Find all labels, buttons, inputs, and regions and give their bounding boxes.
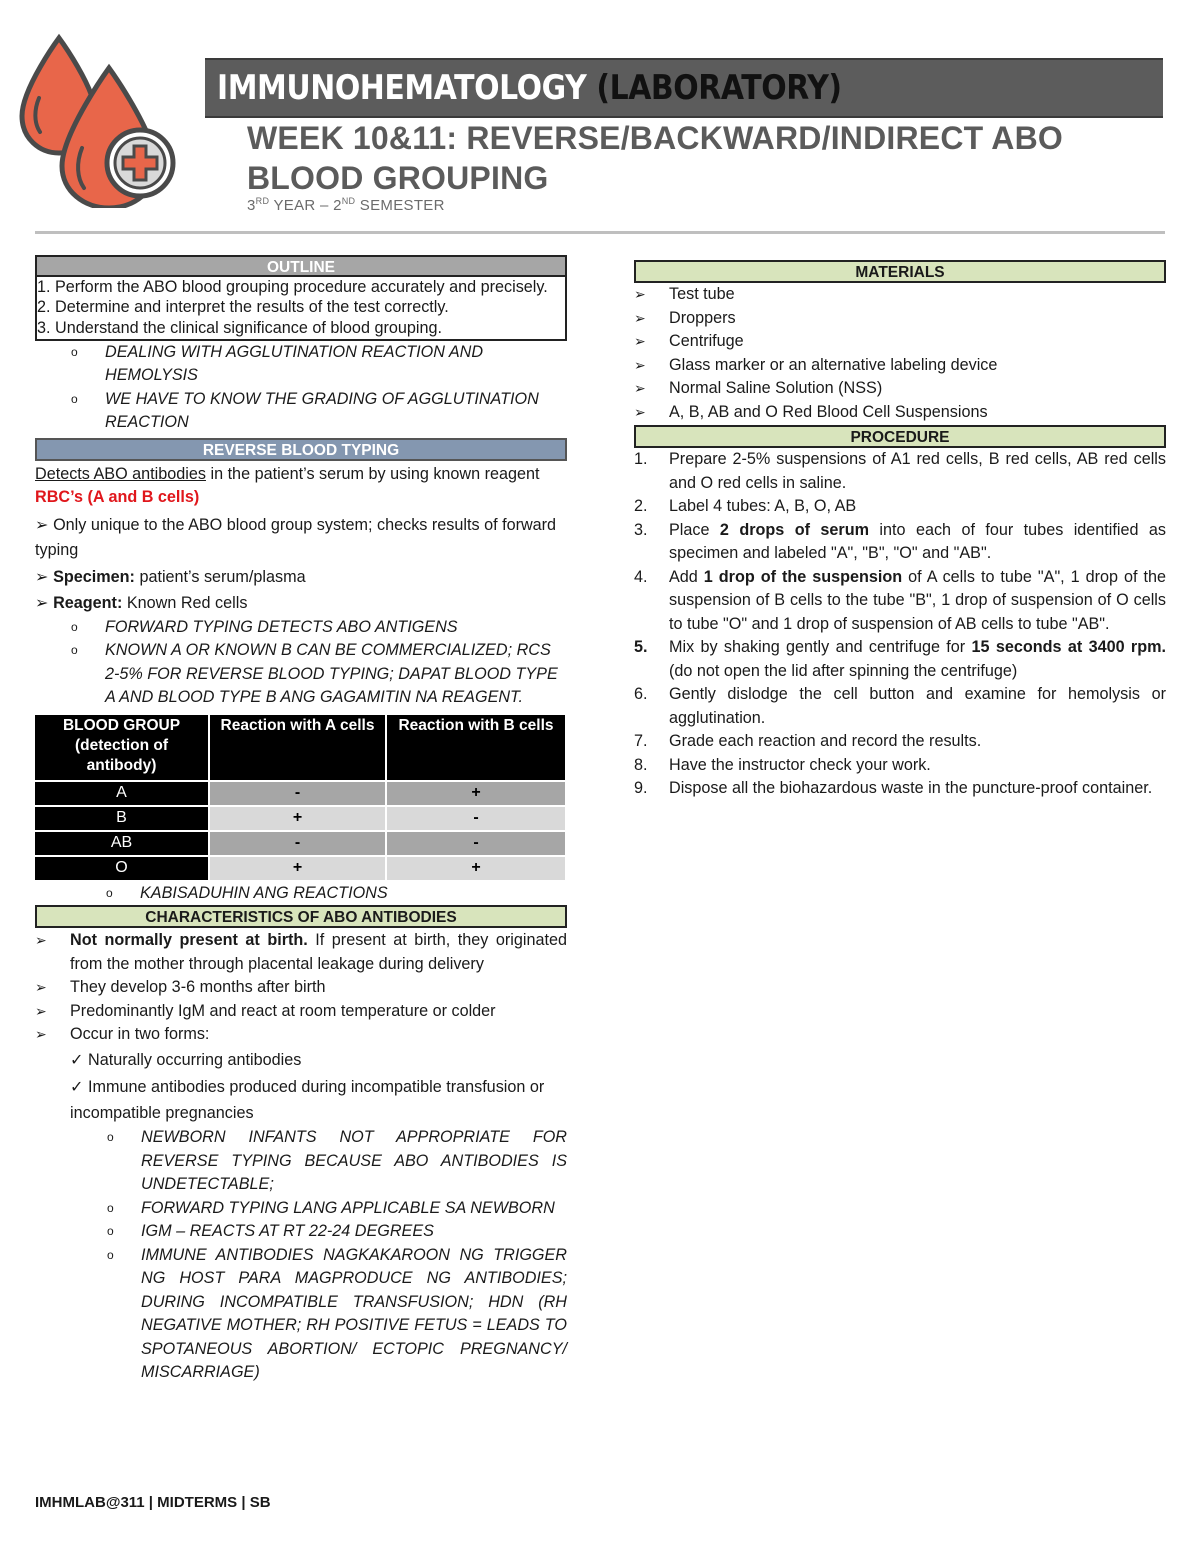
table-cell: - (210, 782, 387, 805)
outline-item-2: 2. Determine and interpret the results of the test correctly. (37, 298, 449, 317)
table-row (35, 832, 565, 855)
procedure-step: 9. Dispose all the biohazardous waste in the puncture-proof container. (634, 779, 1153, 797)
week-title: WEEK 10&11: REVERSE/BACKWARD/INDIRECT ABO BLOOD GROUPING (247, 120, 1064, 196)
table-header: Reaction with B cells (387, 715, 565, 780)
antibody-form-2: ✓ Immune antibodies produced during incompatible transfusion or incompatible pregnancies (70, 1078, 545, 1123)
table-cell: O (35, 857, 210, 880)
material-item: ➢ Normal Saline Solution (NSS) (634, 379, 883, 397)
material-item: ➢ Droppers (634, 308, 736, 327)
material-item: ➢ A, B, AB and O Red Blood Cell Suspensions (634, 402, 988, 421)
characteristic-note: o NEWBORN INFANTS NOT APPROPRIATE FOR REVERSE TYPING BECAUSE ABO ANTIBODIES IS UNDETECTABLE; (107, 1128, 567, 1194)
procedure-step: 4. Add 1 drop of the suspension of A cells to tube "A", 1 drop of the suspension of B cells to the tube "B", 1 drop of suspension of O cells to tube "O" and 1 drop of suspension of AB cells to tube "AB". (634, 567, 1166, 633)
reverse-typing-heading: REVERSE BLOOD TYPING (35, 438, 567, 461)
table-cell: - (387, 832, 565, 855)
reverse-note: o FORWARD TYPING DETECTS ABO ANTIGENS (71, 617, 458, 636)
header-divider (35, 231, 1165, 234)
blood-drop-logo-icon (14, 28, 184, 208)
outline-note: o WE HAVE TO KNOW THE GRADING OF AGGLUTINATION REACTION (71, 389, 539, 432)
characteristic-note: o IGM – REACTS AT RT 22-24 DEGREES (107, 1222, 434, 1241)
reverse-bullet-2: ➢ Specimen: patient’s serum/plasma (35, 567, 306, 586)
document-title: IMMUNOHEMATOLOGY (LABORATORY) (217, 68, 842, 108)
table-cell: + (387, 782, 565, 805)
outline-box (35, 277, 567, 341)
table-cell: + (210, 807, 387, 830)
procedure-step: 7. Grade each reaction and record the results. (634, 732, 982, 750)
outline-item-1: 1. Perform the ABO blood grouping procedure accurately and precisely. (37, 278, 548, 296)
blood-group-table (35, 713, 565, 882)
table-cell: A (35, 782, 210, 805)
procedure-step: 2. Label 4 tubes: A, B, O, AB (634, 497, 857, 515)
table-row (35, 807, 565, 830)
year-semester: 3RD YEAR – 2ND SEMESTER (247, 196, 445, 214)
procedure-step: 6. Gently dislodge the cell button and examine for hemolysis or agglutination. (634, 685, 1166, 727)
table-row (35, 782, 565, 805)
table-cell: + (387, 857, 565, 880)
document-title-bar (205, 58, 1163, 118)
procedure-step: 8. Have the instructor check your work. (634, 755, 931, 774)
outline-item-3: 3. Understand the clinical significance of blood grouping. (37, 318, 442, 337)
table-header: Reaction with A cells (210, 715, 387, 780)
table-cell: - (210, 832, 387, 855)
table-cell: - (387, 807, 565, 830)
materials-heading: MATERIALS (634, 260, 1166, 283)
characteristic-item: ➢ Predominantly IgM and react at room temperature or colder (35, 1001, 496, 1020)
characteristic-item: ➢ Not normally present at birth. If present at birth, they originated from the mother through placental leakage during delivery (35, 931, 567, 973)
procedure-heading: PROCEDURE (634, 425, 1166, 448)
left-column (35, 255, 567, 1385)
procedure-step: 5. Mix by shaking gently and centrifuge for 15 seconds at 3400 rpm. (do not open the lid after spinning the centrifuge) (634, 638, 1166, 680)
right-column (634, 260, 1166, 801)
material-item: ➢ Test tube (634, 285, 735, 303)
table-cell: + (210, 857, 387, 880)
reverse-note: o KNOWN A OR KNOWN B CAN BE COMMERCIALIZED; RCS 2-5% FOR REVERSE BLOOD TYPING; DAPAT BLOOD TYPE A AND BLOOD TYPE B ANG GAGAMITIN NA REAGENT. (71, 641, 558, 707)
table-note: o KABISADUHIN ANG REACTIONS (106, 883, 388, 902)
table-cell: B (35, 807, 210, 830)
characteristic-note: o IMMUNE ANTIBODIES NAGKAKAROON NG TRIGGER NG HOST PARA MAGPRODUCE NG ANTIBODIES; DURING INCOMPATIBLE TRANSFUSION; HDN (RH NEGATIVE MOTHER; RH POSITIVE FETUS = LEADS TO SPOTANEOUS ABORTION/ ECTOPIC PREGNANCY/ MISCARRIAGE) (107, 1245, 567, 1382)
characteristics-heading: CHARACTERISTICS OF ABO ANTIBODIES (35, 905, 567, 928)
reverse-bullet-3: ➢ Reagent: Known Red cells (35, 594, 248, 613)
procedure-step: 3. Place 2 drops of serum into each of four tubes identified as specimen and labeled "A", "B", "O" and "AB". (634, 520, 1167, 562)
characteristic-item: ➢ They develop 3-6 months after birth (35, 978, 326, 997)
characteristic-item: ➢ Occur in two forms: (35, 1025, 210, 1044)
outline-note: o DEALING WITH AGGLUTINATION REACTION AND HEMOLYSIS (71, 342, 484, 385)
characteristic-note: o FORWARD TYPING LANG APPLICABLE SA NEWBORN (107, 1198, 555, 1217)
table-header: BLOOD GROUP (detection of antibody) (35, 715, 210, 780)
procedure-step: 1. Prepare 2-5% suspensions of A1 red cells, B red cells, AB red cells and O red cells in saline. (634, 450, 1166, 492)
table-row (35, 857, 565, 880)
material-item: ➢ Glass marker or an alternative labeling device (634, 355, 998, 374)
table-cell: AB (35, 832, 210, 855)
page-footer: IMHMLAB@311 | MIDTERMS | SB (35, 1494, 271, 1511)
reverse-definition: Detects ABO antibodies in the patient’s serum by using known reagent RBC’s (A and B cells) (35, 464, 540, 507)
reverse-bullet-1: ➢ Only unique to the ABO blood group system; checks results of forward typing (35, 515, 557, 559)
antibody-form-1: ✓ Naturally occurring antibodies (70, 1050, 302, 1069)
material-item: ➢ Centrifuge (634, 332, 744, 350)
outline-heading: OUTLINE (35, 255, 567, 277)
